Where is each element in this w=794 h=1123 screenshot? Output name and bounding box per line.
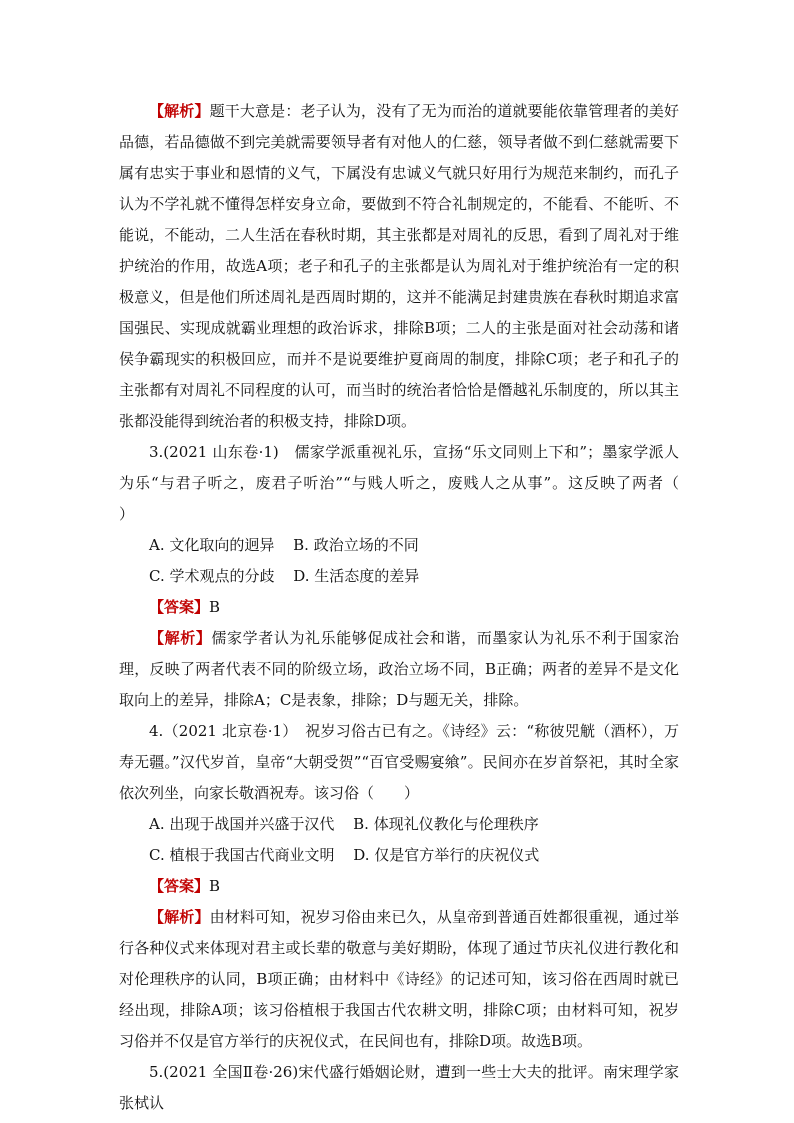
option-d: D. 仅是官方举行的庆祝仪式 bbox=[353, 846, 540, 864]
question-3-options-row-1 bbox=[119, 530, 679, 561]
document-content bbox=[119, 96, 710, 1119]
analysis-tag: 【解析】 bbox=[149, 102, 210, 120]
answer-tag: 【答案】 bbox=[149, 877, 210, 895]
analysis-text: 由材料可知，祝岁习俗由来已久，从皇帝到普通百姓都很重视，通过举行各种仪式来体现对君主或长辈的敬意与美好期盼，体现了通过节庆礼仪进行教化和对伦理秩序的认同，B项正确；由材料中《诗经》的记述可知，该习俗在西周时就已经出现，排除A项；该习俗植根于我国古代农耕文明，排除C项；由材料可知，祝岁习俗并不仅是官方举行的庆祝仪式，在民间也有，排除D项。故选B项。 bbox=[119, 908, 679, 1050]
option-b: B. 体现礼仪教化与伦理秩序 bbox=[353, 815, 539, 833]
question-3-options-row-2 bbox=[119, 561, 679, 592]
answer-tag: 【答案】 bbox=[149, 598, 210, 616]
question-3-stem: 3.(2021 山东卷·1) 儒家学派重视礼乐，宣扬“乐文同则上下和”；墨家学派人为乐“与君子听之，废君子听治”“与贱人听之，废贱人之从事”。这反映了两者（ ） bbox=[119, 443, 710, 523]
option-c: C. 学术观点的分歧 bbox=[149, 567, 275, 585]
question-5-stem: 5.(2021 全国Ⅱ卷·26)宋代盛行婚姻论财，遭到一些士大夫的批评。南宋理学家张栻认 bbox=[119, 1063, 679, 1112]
question-4-analysis bbox=[119, 902, 679, 1057]
answer-value: B bbox=[209, 598, 221, 616]
question-3-answer bbox=[119, 592, 679, 623]
answer-value: B bbox=[209, 877, 221, 895]
analysis-tag: 【解析】 bbox=[149, 908, 210, 926]
option-a: A. 文化取向的迥异 bbox=[149, 536, 275, 554]
question-3-analysis bbox=[119, 623, 679, 716]
analysis-paragraph-q2 bbox=[119, 96, 679, 437]
analysis-text: 儒家学者认为礼乐能够促成社会和谐，而墨家认为礼乐不利于国家治理，反映了两者代表不同的阶级立场，政治立场不同，B正确；两者的差异不是文化取向上的差异，排除A；C是表象，排除；D与题无关，排除。 bbox=[119, 629, 679, 709]
analysis-tag: 【解析】 bbox=[149, 629, 212, 647]
question-4-options-row-2 bbox=[119, 840, 679, 871]
option-d: D. 生活态度的差异 bbox=[293, 567, 420, 585]
question-4-options-row-1 bbox=[119, 809, 679, 840]
option-c: C. 植根于我国古代商业文明 bbox=[149, 846, 335, 864]
question-4-stem: 4.（2021 北京卷·1） 祝岁习俗古已有之。《诗经》云：“称彼兕觥（酒杯），万寿无疆。”汉代岁首，皇帝“大朝受贺”“百官受赐宴飨”。民间亦在岁首祭祀，其时全家依次列坐，向家长敬酒祝寿。该习俗（ ） bbox=[119, 722, 679, 802]
analysis-text: 题干大意是：老子认为，没有了无为而治的道就要能依靠管理者的美好品德，若品德做不到完美就需要领导者有对他人的仁慈，领导者做不到仁慈就需要下属有忠实于事业和恩情的义气，下属没有忠诚义气就只好用行为规范来制约，而孔子认为不学礼就不懂得怎样安身立命，要做到不符合礼制规定的，不能看、不能听、不能说，不能动，二人生活在春秋时期，其主张都是对周礼的反思，看到了周礼对于维护统治的作用，故选A项；老子和孔子的主张都是认为周礼对于维护统治有一定的积极意义，但是他们所述周礼是西周时期的，这并不能满足封建贵族在春秋时期追求富国强民、实现成就霸业理想的政治诉求，排除B项；二人的主张是面对社会动荡和诸侯争霸现实的积极回应，而并不是说要维护夏商周的制度，排除C项；老子和孔子的主张都有对周礼不同程度的认可，而当时的统治者恰恰是僭越礼乐制度的，所以其主张都没能得到统治者的积极支持，排除D项。 bbox=[119, 102, 679, 430]
option-b: B. 政治立场的不同 bbox=[293, 536, 419, 554]
option-a: A. 出现于战国并兴盛于汉代 bbox=[149, 815, 335, 833]
question-4-answer bbox=[119, 871, 679, 902]
